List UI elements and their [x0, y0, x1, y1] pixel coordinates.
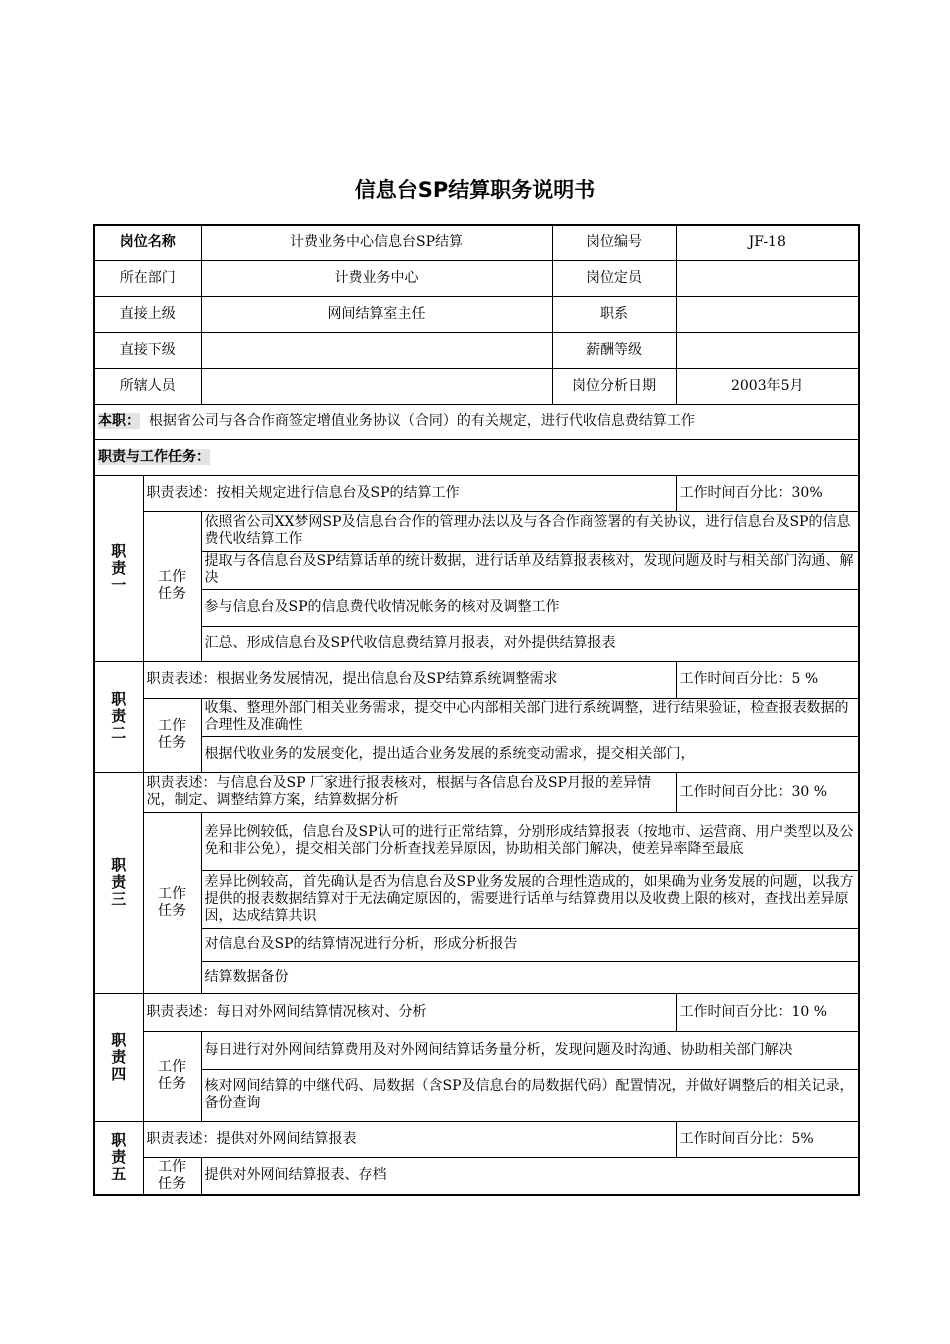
info-row — [94, 368, 859, 404]
duty-1-task-3: 参与信息台及SP的信息费代收情况帐务的核对及调整工作 — [201, 589, 859, 626]
duty-4-task-1: 每日进行对外网间结算费用及对外网间结算话务量分析，发现问题及时沟通、协助相关部门解决 — [201, 1031, 859, 1069]
duty-3-task-3: 对信息台及SP的结算情况进行分析，形成分析报告 — [201, 928, 859, 961]
task-row — [94, 698, 859, 736]
duty-3-time-percentage: 工作时间百分比：30 % — [676, 772, 859, 812]
page-title: 信息台SP结算职务说明书 — [354, 178, 596, 202]
duty-row — [94, 772, 859, 812]
subordinate-value — [201, 332, 552, 368]
job-description-table — [93, 224, 860, 1196]
duty-3-task-1: 差异比例较低，信息台及SP认可的进行正常结算，分别形成结算报表（按地市、运营商、用户类型以及公免和非公免），提交相关部门分析查找差异原因，协助相关部门解决，使差异率降至最底 — [201, 812, 859, 870]
task-row — [94, 961, 859, 993]
duty-2-time-percentage: 工作时间百分比：5 % — [676, 661, 859, 698]
staffing-label: 岗位定员 — [552, 260, 676, 296]
task-row — [94, 589, 859, 626]
main-duty-text: 根据省公司与各合作商签定增值业务协议（合同）的有关规定，进行代收信息费结算工作 — [148, 413, 695, 429]
analysis-date-label: 岗位分析日期 — [552, 368, 676, 404]
position-name-label: 岗位名称 — [94, 225, 201, 260]
duty-4-description: 职责表述：每日对外网间结算情况核对、分析 — [143, 993, 676, 1031]
superior-value: 网间结算室主任 — [201, 296, 552, 332]
duty-3-task-label: 工作 任务 — [143, 812, 201, 993]
duties-header-row — [94, 439, 859, 475]
duty-2-task-2: 根据代收业务的发展变化，提出适合业务发展的系统变动需求，提交相关部门， — [201, 736, 859, 772]
duty-4-task-2: 核对网间结算的中继代码、局数据（含SP及信息台的局数据代码）配置情况，并做好调整后的相关记录，备份查询 — [201, 1069, 859, 1121]
job-series-value — [676, 296, 859, 332]
task-row — [94, 870, 859, 928]
position-code-label: 岗位编号 — [552, 225, 676, 260]
info-row — [94, 296, 859, 332]
info-row — [94, 225, 859, 260]
subordinate-label: 直接下级 — [94, 332, 201, 368]
duty-3-description: 职责表述：与信息台及SP 厂家进行报表核对，根据与各信息台及SP月报的差异情况，制定、调整结算方案，结算数据分析 — [143, 772, 676, 812]
duty-4-name: 职 责 四 — [94, 993, 143, 1121]
task-row — [94, 928, 859, 961]
position-name-value: 计费业务中心信息台SP结算 — [201, 225, 552, 260]
managed-staff-label: 所辖人员 — [94, 368, 201, 404]
duty-2-task-label: 工作 任务 — [143, 698, 201, 772]
duty-1-time-percentage: 工作时间百分比：30% — [676, 475, 859, 511]
duty-2-description: 职责表述：根据业务发展情况，提出信息台及SP结算系统调整需求 — [143, 661, 676, 698]
task-row — [94, 1069, 859, 1121]
duty-2-task-1: 收集、整理外部门相关业务需求，提交中心内部相关部门进行系统调整，进行结果验证，检查报表数据的合理性及准确性 — [201, 698, 859, 736]
task-row — [94, 1157, 859, 1195]
task-row — [94, 551, 859, 589]
info-row — [94, 332, 859, 368]
duty-row — [94, 1121, 859, 1157]
duty-3-task-4: 结算数据备份 — [201, 961, 859, 993]
department-label: 所在部门 — [94, 260, 201, 296]
task-row — [94, 1031, 859, 1069]
duty-1-task-label: 工作 任务 — [143, 511, 201, 661]
job-series-label: 职系 — [552, 296, 676, 332]
salary-grade-value — [676, 332, 859, 368]
duty-4-task-label: 工作 任务 — [143, 1031, 201, 1121]
duty-1-task-4: 汇总、形成信息台及SP代收信息费结算月报表，对外提供结算报表 — [201, 626, 859, 661]
duty-3-task-2: 差异比例较高，首先确认是否为信息台及SP业务发展的合理性造成的，如果确为业务发展的问题，以我方提供的报表数据结算对于无法确定原因的，需要进行话单与结算费用以及收费上限的核对，查找出差异原因，达成结算共识 — [201, 870, 859, 928]
managed-staff-value — [201, 368, 552, 404]
duty-1-description: 职责表述：按相关规定进行信息台及SP的结算工作 — [143, 475, 676, 511]
salary-grade-label: 薪酬等级 — [552, 332, 676, 368]
duty-1-task-2: 提取与各信息台及SP结算话单的统计数据，进行话单及结算报表核对，发现问题及时与相关部门沟通、解决 — [201, 551, 859, 589]
duty-3-name: 职 责 三 — [94, 772, 143, 993]
main-duty-cell — [94, 404, 859, 439]
main-duty-label: 本职： — [98, 413, 140, 429]
duty-1-task-1: 依照省公司XX梦网SP及信息台合作的管理办法以及与各合作商签署的有关协议，进行信息台及SP的信息费代收结算工作 — [201, 511, 859, 551]
task-row — [94, 736, 859, 772]
duty-row — [94, 993, 859, 1031]
main-duty-row — [94, 404, 859, 439]
superior-label: 直接上级 — [94, 296, 201, 332]
info-row — [94, 260, 859, 296]
duty-2-name: 职 责 二 — [94, 661, 143, 772]
task-row — [94, 626, 859, 661]
duty-1-name: 职 责 一 — [94, 475, 143, 661]
duty-5-description: 职责表述：提供对外网间结算报表 — [143, 1121, 676, 1157]
duty-row — [94, 475, 859, 511]
department-value: 计费业务中心 — [201, 260, 552, 296]
duties-header-cell — [94, 439, 859, 475]
duties-header: 职责与工作任务： — [98, 448, 210, 465]
duty-row — [94, 661, 859, 698]
task-row — [94, 812, 859, 870]
duty-5-name: 职 责 五 — [94, 1121, 143, 1195]
duty-5-task-label: 工作 任务 — [143, 1157, 201, 1195]
duty-5-task-1: 提供对外网间结算报表、存档 — [201, 1157, 859, 1195]
position-code-value: JF-18 — [676, 225, 859, 260]
analysis-date-value: 2003年5月 — [676, 368, 859, 404]
task-row — [94, 511, 859, 551]
staffing-value — [676, 260, 859, 296]
duty-4-time-percentage: 工作时间百分比：10 % — [676, 993, 859, 1031]
duty-5-time-percentage: 工作时间百分比：5% — [676, 1121, 859, 1157]
